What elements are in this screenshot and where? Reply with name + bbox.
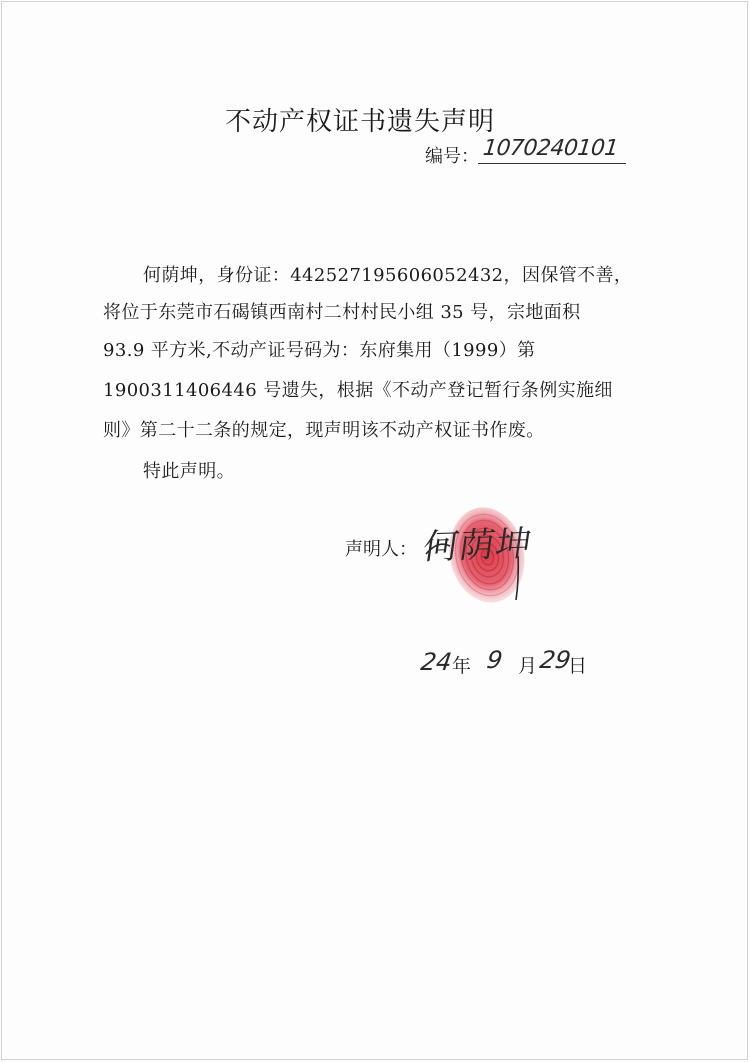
date-year-unit: 年 bbox=[452, 655, 472, 677]
date-year-handwritten: 24 bbox=[419, 648, 454, 676]
number-underline bbox=[478, 163, 626, 164]
date-month-handwritten: 9 bbox=[485, 646, 505, 674]
number-label: 编号： bbox=[425, 146, 479, 167]
number-value-handwritten: 1070240101 bbox=[481, 136, 620, 161]
body-line-2: 将位于东莞市石碣镇西南村二村村民小组 35 号，宗地面积 bbox=[103, 302, 581, 323]
body-line-5: 则》第二十二条的规定，现声明该不动产权证书作废。 bbox=[103, 420, 545, 441]
signature-stroke bbox=[516, 556, 518, 600]
handwritten-signature: 何荫坤 bbox=[420, 524, 535, 568]
body-line-3: 93.9 平方米,不动产证号码为：东府集用（1999）第 bbox=[103, 340, 536, 361]
date-day-handwritten: 29 bbox=[538, 646, 573, 674]
declarant-label: 声明人： bbox=[345, 539, 417, 560]
date-month-unit: 月 bbox=[518, 655, 538, 677]
signature-stroke bbox=[426, 544, 450, 554]
date-day-unit: 日 bbox=[568, 655, 588, 677]
scan-border bbox=[1, 1, 748, 1060]
document-title: 不动产权证书遗失声明 bbox=[224, 107, 495, 137]
body-line-1: 何荫坤，身份证：442527195606052432，因保管不善， bbox=[143, 265, 633, 286]
closing-statement: 特此声明。 bbox=[143, 461, 235, 482]
body-line-4: 1900311406446 号遗失，根据《不动产登记暂行条例实施细 bbox=[103, 380, 613, 401]
signature-strokes bbox=[420, 510, 550, 610]
